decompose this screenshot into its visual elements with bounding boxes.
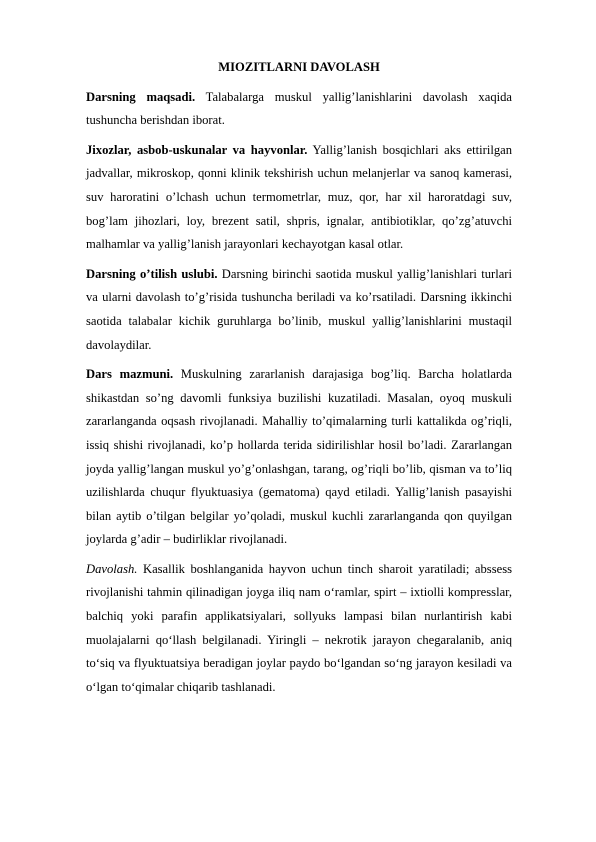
document-body [86,56,512,705]
paragraph-text: Yallig’lanish bosqichlari aks ettirilgan jadvallar, mikroskop, qonni klinik tekshirish uchun melanjerlar va sanoq kamerasi, suv haroratini o’lchash uchun termometrlar, muz, qor, har xil haroratdagi suv, bog’lam jihozlari, loy, brezent satil, shpris, ignalar, antibiotiklar, qo’zg’atuvchi malhamlar va yallig’lanish jarayonlari kechayotgan kasal otlar. [86,142,513,252]
paragraph-lead: Darsning o’tilish uslubi. [86,266,218,281]
paragraph-teaching-method [86,263,512,357]
paragraph-text: Talabalarga muskul yallig’lanishlarini davolash xaqida tushuncha berishdan iborat. [86,89,512,128]
paragraph-equipment [86,139,512,257]
paragraph-lead: Davolash. [86,561,138,576]
paragraph-text: Darsning birinchi saotida muskul yallig’lanishlari turlari va ularni davolash to’g’risida tushuncha beriladi va ko’rsatiladi. Darsning ikkinchi saotida talabalar kichik guruhlarga bo’linib, muskul yallig’lanishlarini mustaqil davolaydilar. [86,266,513,352]
paragraph-lead: Jixozlar, asbob-uskunalar va hayvonlar. [86,142,308,157]
paragraph-treatment [86,558,512,700]
paragraph-lead: Dars mazmuni. [86,367,174,382]
paragraph-lead: Darsning maqsadi. [86,89,196,104]
page-title: MIOZITLARNI DAVOLASH [218,60,380,74]
paragraph-text: Muskulning zararlanish darajasiga bog’liq. Barcha holatlarda shikastdan so’ng davomli funksiya buzilishi kuzatiladi. Masalan, oyoq muskuli zararlanganda oqsash rivojlanadi. Mahalliy to’qimalarning turli kattalikda og’riqli, issiq shishi rivojlanadi, ko’p hollarda terida sidirilishlar hosil bo’ladi. Zararlangan joyda yallig’langan muskul yo’g’onlashgan, tarang, og’riqli bo’lib, qisman va to’liq uzilishlarda chuqur flyuktuasiya (gematoma) qayd etiladi. Yallig’lanish pasayishi bilan aytib o’tilgan belgilar yo’qoladi, muskul kuchli zararlanganda qon quyilgan joylarda g’adir – budirliklar rivojlanadi. [86,367,512,547]
paragraph-lesson-goal [86,86,512,133]
paragraph-lesson-content [86,363,512,552]
paragraph-text: Kasallik boshlanganida hayvon uchun tinch sharoit yaratiladi; abssess rivojlanishi tahmin qilinadigan joyga iliq nam o‘ramlar, spirt – ixtiolli kompresslar, balchiq yoki parafin applikatsiyalari, sollyuks lampasi bilan nurlantirish kabi muolajalarni qo‘llash belgilanadi. Yiringli – nekrotik jarayon chegaralanib, aniq to‘siq va flyuktuatsiya beradigan joylar paydo bo‘lgandan so‘ng jarayon kesiladi va o‘lgan to‘qimalar chiqarib tashlanadi. [86,561,512,694]
